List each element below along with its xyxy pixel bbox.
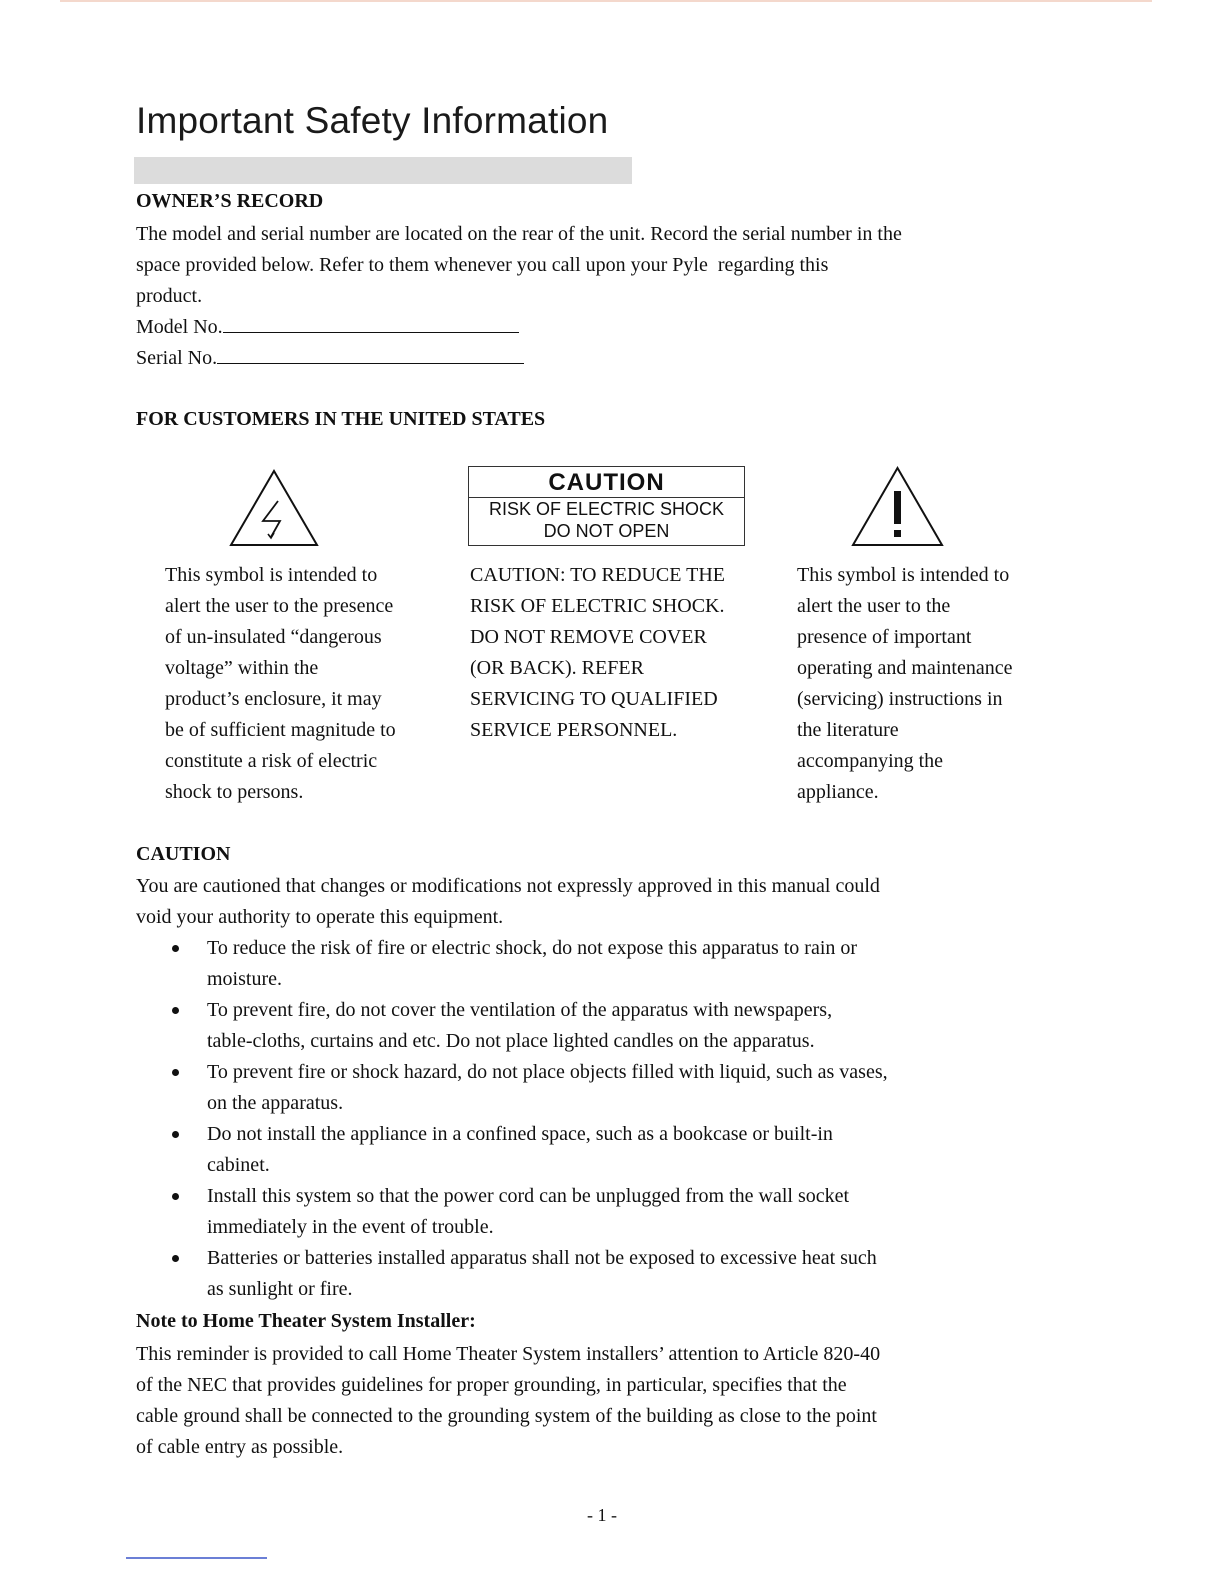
bullet-line: To reduce the risk of fire or electric shock, do not expose this apparatus to rain or <box>207 937 858 959</box>
description-line: constitute a risk of electric <box>165 750 378 772</box>
description-line: appliance. <box>797 781 879 803</box>
caution-label-description <box>470 560 770 746</box>
caution-bullet-item <box>136 933 996 995</box>
caution-bullet-item <box>136 995 996 1057</box>
bullet-icon <box>172 1131 179 1138</box>
description-line: be of sufficient magnitude to <box>165 719 396 741</box>
description-line: This symbol is intended to <box>797 564 1010 586</box>
installer-note-line: of the NEC that provides guidelines for proper grounding, in particular, specifies that the <box>136 1374 847 1396</box>
customers-us-heading: FOR CUSTOMERS IN THE UNITED STATES <box>136 408 546 430</box>
description-line: shock to persons. <box>165 781 304 803</box>
owners-record-heading: OWNER’S RECORD <box>136 190 324 212</box>
installer-note-heading: Note to Home Theater System Installer: <box>136 1310 476 1332</box>
description-line: accompanying the <box>797 750 944 772</box>
installer-note-line: This reminder is provided to call Home Theater System installers’ attention to Article 820-40 <box>136 1343 881 1365</box>
caution-bullet-item <box>136 1243 996 1305</box>
description-line: This symbol is intended to <box>165 564 378 586</box>
serial-number-label: Serial No. <box>136 347 218 369</box>
installer-note-line: cable ground shall be connected to the grounding system of the building as close to the point <box>136 1405 877 1427</box>
model-number-blank <box>223 314 519 333</box>
bullet-line: moisture. <box>207 968 282 990</box>
bullet-line: cabinet. <box>207 1154 270 1176</box>
description-line: alert the user to the presence <box>165 595 394 617</box>
caution-label-line2: DO NOT OPEN <box>543 521 670 541</box>
caution-intro-line: void your authority to operate this equipment. <box>136 906 504 928</box>
bullet-icon <box>172 1193 179 1200</box>
description-line: RISK OF ELECTRIC SHOCK. <box>470 595 725 617</box>
title-underline-bar <box>134 157 632 184</box>
bullet-line: To prevent fire, do not cover the ventilation of the apparatus with newspapers, <box>207 999 833 1021</box>
description-line: (OR BACK). REFER <box>470 657 644 679</box>
caution-bullet-item <box>136 1057 996 1119</box>
description-line: alert the user to the <box>797 595 951 617</box>
caution-intro <box>136 871 996 933</box>
installer-note-text <box>136 1339 996 1463</box>
description-line: product’s enclosure, it may <box>165 688 382 710</box>
owners-record-line: product. <box>136 285 203 307</box>
description-line: presence of important <box>797 626 972 648</box>
description-line: (servicing) instructions in <box>797 688 1003 710</box>
model-number-field <box>136 314 519 339</box>
description-line: SERVICE PERSONNEL. <box>470 719 678 741</box>
page-title: Important Safety Information <box>136 100 609 141</box>
bullet-line: Install this system so that the power cord can be unplugged from the wall socket <box>207 1185 850 1207</box>
owners-record-line: The model and serial number are located on the rear of the unit. Record the serial number in the <box>136 223 902 245</box>
owners-record-text <box>136 219 996 312</box>
bullet-line: To prevent fire or shock hazard, do not place objects filled with liquid, such as vases, <box>207 1061 888 1083</box>
description-line: the literature <box>797 719 899 741</box>
owners-record-line: space provided below. Refer to them whenever you call upon your Pyle regarding this <box>136 254 829 276</box>
description-line: SERVICING TO QUALIFIED <box>470 688 718 710</box>
description-line: CAUTION: TO REDUCE THE <box>470 564 725 586</box>
lightning-warning-icon <box>228 468 320 553</box>
caution-shock-label <box>468 466 745 546</box>
description-line: operating and maintenance <box>797 657 1013 679</box>
footer-line <box>126 1557 267 1559</box>
caution-intro-line: You are cautioned that changes or modifications not expressly approved in this manual could <box>136 875 880 897</box>
bullet-line: immediately in the event of trouble. <box>207 1216 494 1238</box>
bullet-icon <box>172 1007 179 1014</box>
bullet-icon <box>172 1255 179 1262</box>
exclamation-warning-icon <box>850 465 945 553</box>
bullet-icon <box>172 945 179 952</box>
bullet-icon <box>172 1069 179 1076</box>
description-line: voltage” within the <box>165 657 319 679</box>
description-line: of un-insulated “dangerous <box>165 626 382 648</box>
caution-heading: CAUTION <box>136 843 231 865</box>
page-number: - 1 - <box>587 1505 617 1525</box>
bullet-line: Do not install the appliance in a confined space, such as a bookcase or built-in <box>207 1123 833 1145</box>
bullet-line: on the apparatus. <box>207 1092 344 1114</box>
top-border-line <box>60 0 1152 2</box>
caution-bullet-list <box>136 933 996 1305</box>
installer-note-line: of cable entry as possible. <box>136 1436 344 1458</box>
model-number-label: Model No. <box>136 316 223 338</box>
bullet-line: table-cloths, curtains and etc. Do not place lighted candles on the apparatus. <box>207 1030 815 1052</box>
serial-number-field <box>136 345 524 370</box>
caution-bullet-item <box>136 1181 996 1243</box>
caution-bullet-item <box>136 1119 996 1181</box>
bullet-line: as sunlight or fire. <box>207 1278 353 1300</box>
bullet-line: Batteries or batteries installed apparatus shall not be exposed to excessive heat such <box>207 1247 877 1269</box>
exclamation-symbol-description <box>797 560 1057 808</box>
description-line: DO NOT REMOVE COVER <box>470 626 707 648</box>
serial-number-blank <box>217 345 524 364</box>
lightning-symbol-description <box>165 560 435 808</box>
caution-label-line1: RISK OF ELECTRIC SHOCK <box>469 497 744 520</box>
caution-label-title: CAUTION <box>548 469 665 496</box>
